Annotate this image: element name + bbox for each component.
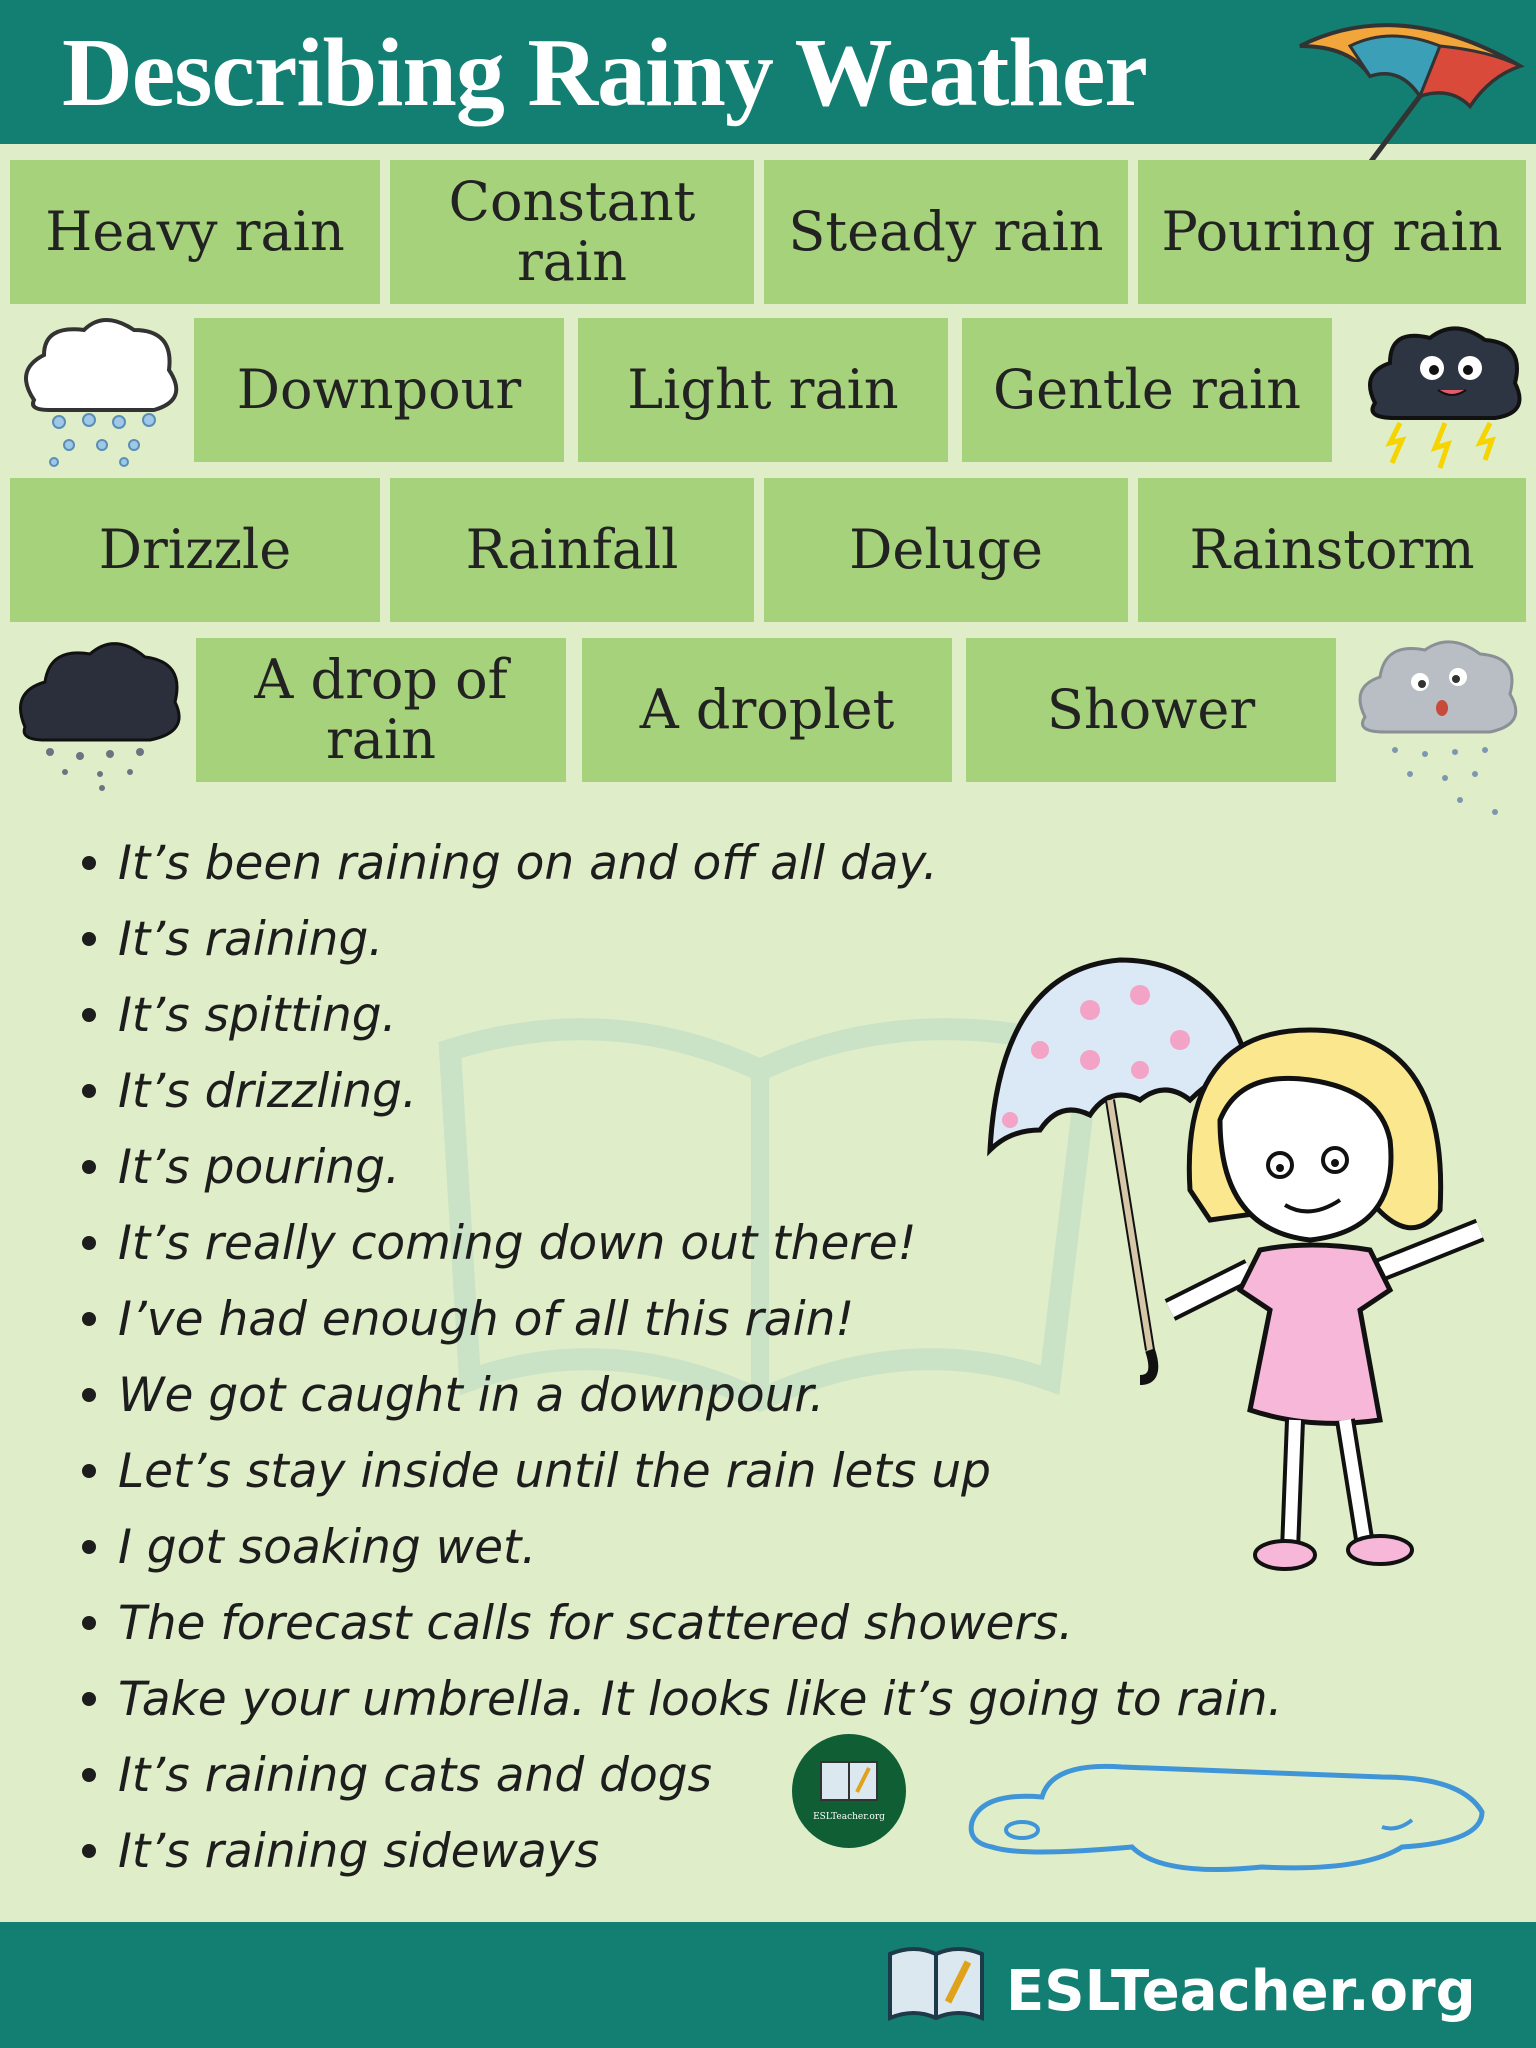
vocab-cell: Deluge [764, 478, 1128, 622]
book-logo-icon [886, 1940, 986, 2024]
list-item: I’ve had enough of all this rain! [82, 1282, 1282, 1358]
vocab-cell: Pouring rain [1138, 160, 1526, 304]
list-item: We got caught in a downpour. [82, 1358, 1282, 1434]
list-item: It’s really coming down out there! [82, 1206, 1282, 1282]
vocab-cell: Steady rain [764, 160, 1128, 304]
list-item: It’s raining cats and dogs [82, 1738, 1282, 1814]
storm-cloud-icon [1360, 318, 1530, 478]
list-item: It’s drizzling. [82, 1054, 1282, 1130]
list-item: It’s raining sideways [82, 1814, 1282, 1890]
dark-rain-cloud-icon [10, 632, 190, 792]
list-item: The forecast calls for scattered showers. [82, 1586, 1282, 1662]
vocab-cell: Shower [966, 638, 1336, 782]
page-title: Describing Rainy Weather [62, 19, 1147, 127]
list-item: It’s pouring. [82, 1130, 1282, 1206]
vocab-cell: Rainfall [390, 478, 754, 622]
list-item: It’s raining. [82, 902, 1282, 978]
vocab-cell: Rainstorm [1138, 478, 1526, 622]
list-item: I got soaking wet. [82, 1510, 1282, 1586]
vocab-cell: Heavy rain [10, 160, 380, 304]
vocab-cell: Constant rain [390, 160, 754, 304]
sad-rain-cloud-icon [1350, 632, 1530, 822]
puddle-icon [962, 1752, 1492, 1882]
vocab-cell: Gentle rain [962, 318, 1332, 462]
list-item: It’s spitting. [82, 978, 1282, 1054]
list-item: Take your umbrella. It looks like it’s going to rain. [82, 1662, 1282, 1738]
vocab-cell: A droplet [582, 638, 952, 782]
book-icon [819, 1758, 879, 1804]
rain-cloud-icon [14, 310, 184, 470]
list-item: Let’s stay inside until the rain lets up [82, 1434, 1282, 1510]
vocab-cell: Downpour [194, 318, 564, 462]
badge-label: ESLTeacher.org [813, 1812, 885, 1822]
vocab-cell: Light rain [578, 318, 948, 462]
list-item: It’s been raining on and off all day. [82, 826, 1282, 902]
logo-badge [792, 1734, 906, 1848]
girl-with-umbrella-illustration [980, 950, 1500, 1590]
vocab-cell: Drizzle [10, 478, 380, 622]
footer-brand: ESLTeacher.org [1006, 1959, 1476, 2024]
vocab-cell: A drop of rain [196, 638, 566, 782]
